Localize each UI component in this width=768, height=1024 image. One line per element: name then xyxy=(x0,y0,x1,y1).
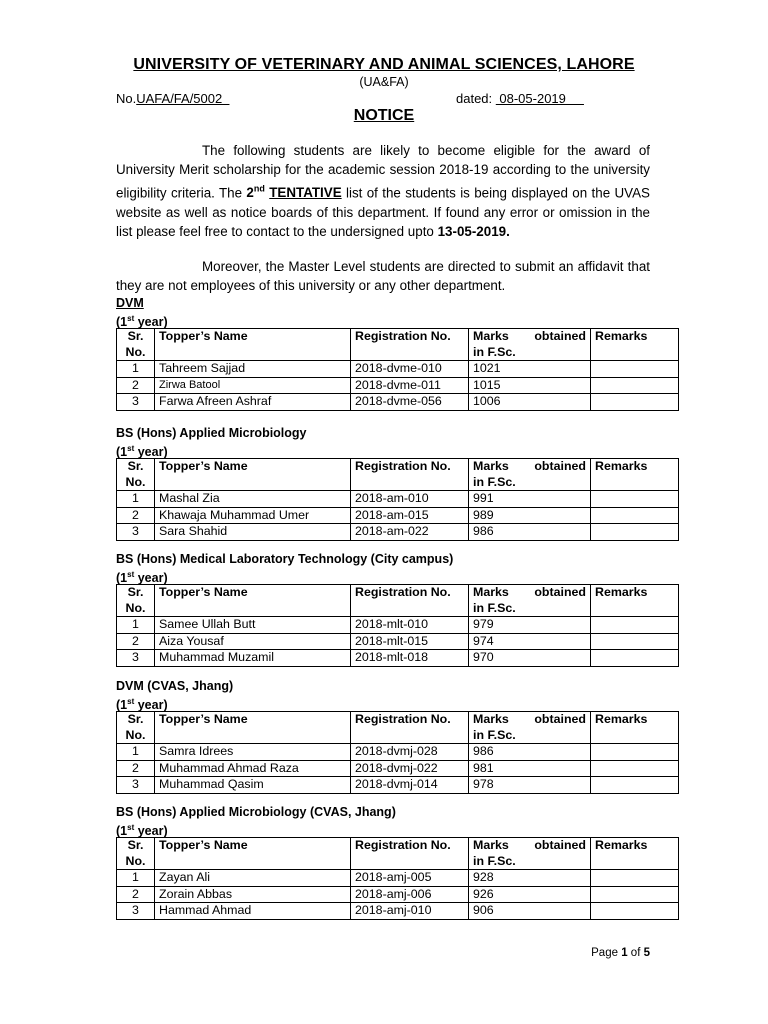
cell-marks: 926 xyxy=(469,886,591,903)
year-suffix: st xyxy=(127,444,135,453)
section-title: BS (Hons) Applied Microbiology (CVAS, Jhang) xyxy=(116,805,396,819)
fsc-word: in F.Sc. xyxy=(473,727,516,742)
col-remarks: Remarks xyxy=(591,838,679,870)
cell-name: Aiza Yousaf xyxy=(155,633,351,650)
cell-remarks xyxy=(591,361,679,378)
cell-name: Hammad Ahmad xyxy=(155,903,351,920)
table-row xyxy=(117,377,679,394)
year-suffix: st xyxy=(127,697,135,706)
table-row xyxy=(117,394,679,411)
cell-reg: 2018-dvmj-022 xyxy=(351,760,469,777)
col-reg: Registration No. xyxy=(351,838,469,870)
cell-remarks xyxy=(591,524,679,541)
col-reg: Registration No. xyxy=(351,585,469,617)
col-name: Topper’s Name xyxy=(155,712,351,744)
cell-sr: 3 xyxy=(117,394,155,411)
col-name: Topper’s Name xyxy=(155,838,351,870)
toppers-table xyxy=(116,328,679,411)
notice-paragraph-2: Moreover, the Master Level students are directed to submit an affidavit that they are not employees of this university or any other department. xyxy=(116,259,650,294)
cell-marks: 978 xyxy=(469,777,591,794)
cell-marks: 979 xyxy=(469,617,591,634)
col-name: Topper’s Name xyxy=(155,585,351,617)
cell-reg: 2018-amj-005 xyxy=(351,870,469,887)
col-remarks: Remarks xyxy=(591,712,679,744)
table-row xyxy=(117,886,679,903)
toppers-table xyxy=(116,458,679,541)
col-sr: Sr. No. xyxy=(117,585,155,617)
cell-name: Zorain Abbas xyxy=(155,886,351,903)
col-sr: Sr. No. xyxy=(117,838,155,870)
table-row xyxy=(117,633,679,650)
cell-remarks xyxy=(591,617,679,634)
table-row xyxy=(117,744,679,761)
col-remarks: Remarks xyxy=(591,329,679,361)
cell-name: Farwa Afreen Ashraf xyxy=(155,394,351,411)
year-open: ( xyxy=(116,698,121,713)
date-value: 08-05-2019 xyxy=(495,91,584,106)
toppers-table xyxy=(116,584,679,667)
year-word: year) xyxy=(134,315,168,330)
fsc-word: in F.Sc. xyxy=(473,600,516,615)
table-row xyxy=(117,777,679,794)
of-word: of xyxy=(630,947,641,959)
dated-label: dated: xyxy=(456,91,493,106)
cell-sr: 3 xyxy=(117,777,155,794)
year-word: year) xyxy=(134,698,168,713)
table-row xyxy=(117,491,679,508)
section-title: DVM xyxy=(116,296,144,310)
col-marks xyxy=(469,712,591,744)
obtained-word: obtained xyxy=(534,329,586,343)
year-number: 1 xyxy=(120,445,128,460)
page-word: Page xyxy=(591,947,618,959)
cell-marks: 981 xyxy=(469,760,591,777)
cell-marks: 970 xyxy=(469,650,591,667)
cell-remarks xyxy=(591,777,679,794)
table-header-row xyxy=(117,712,679,744)
cell-remarks xyxy=(591,377,679,394)
cell-remarks xyxy=(591,394,679,411)
page-total: 5 xyxy=(643,947,650,959)
year-open: ( xyxy=(116,824,121,839)
cell-sr: 2 xyxy=(117,377,155,394)
cell-name: Mashal Zia xyxy=(155,491,351,508)
cell-sr: 3 xyxy=(117,903,155,920)
col-sr: Sr. No. xyxy=(117,712,155,744)
cell-remarks xyxy=(591,903,679,920)
table-row xyxy=(117,760,679,777)
fsc-word: in F.Sc. xyxy=(473,474,516,489)
obtained-word: obtained xyxy=(534,838,586,852)
col-marks xyxy=(469,838,591,870)
cell-sr: 3 xyxy=(117,650,155,667)
cell-sr: 1 xyxy=(117,491,155,508)
cell-sr: 2 xyxy=(117,886,155,903)
col-sr: Sr. No. xyxy=(117,459,155,491)
table-header-row xyxy=(117,585,679,617)
cell-sr: 1 xyxy=(117,361,155,378)
col-sr: Sr. No. xyxy=(117,329,155,361)
col-reg: Registration No. xyxy=(351,712,469,744)
cell-reg: 2018-am-022 xyxy=(351,524,469,541)
cell-reg: 2018-mlt-018 xyxy=(351,650,469,667)
table-header-row xyxy=(117,329,679,361)
fsc-word: in F.Sc. xyxy=(473,853,516,868)
cell-name: Muhammad Muzamil xyxy=(155,650,351,667)
page-footer xyxy=(591,947,650,959)
year-open: ( xyxy=(116,571,121,586)
cell-reg: 2018-dvme-010 xyxy=(351,361,469,378)
year-number: 1 xyxy=(120,698,128,713)
toppers-table xyxy=(116,711,679,794)
cell-remarks xyxy=(591,633,679,650)
cell-sr: 1 xyxy=(117,617,155,634)
cell-reg: 2018-mlt-015 xyxy=(351,633,469,650)
section-year xyxy=(116,312,168,329)
col-reg: Registration No. xyxy=(351,459,469,491)
cell-reg: 2018-amj-010 xyxy=(351,903,469,920)
toppers-table xyxy=(116,837,679,920)
table-row xyxy=(117,361,679,378)
year-open: ( xyxy=(116,315,121,330)
col-marks xyxy=(469,585,591,617)
year-word: year) xyxy=(134,571,168,586)
cell-marks: 991 xyxy=(469,491,591,508)
cell-reg: 2018-dvmj-014 xyxy=(351,777,469,794)
cell-reg: 2018-am-015 xyxy=(351,507,469,524)
p1-text-a: The following students are likely to become eligible for the award of University Merit scholarship for the academic session 2018-19 according to the university eligibility criteria. The xyxy=(116,143,650,201)
notice-paragraph-1 xyxy=(116,141,650,242)
cell-name: Khawaja Muhammad Umer xyxy=(155,507,351,524)
cell-remarks xyxy=(591,507,679,524)
cell-remarks xyxy=(591,760,679,777)
col-reg: Registration No. xyxy=(351,329,469,361)
obtained-word: obtained xyxy=(534,585,586,599)
cell-marks: 989 xyxy=(469,507,591,524)
cell-sr: 3 xyxy=(117,524,155,541)
obtained-word: obtained xyxy=(534,459,586,473)
marks-word: Marks xyxy=(473,459,509,473)
col-remarks: Remarks xyxy=(591,459,679,491)
year-number: 1 xyxy=(120,824,128,839)
p1-text-b: list of the students is being displayed on the UVAS website as well as notice boards of this department. If found any error or omission in the list please feel free to contact to the undersigned upto xyxy=(116,185,650,240)
cell-name: Samra Idrees xyxy=(155,744,351,761)
year-suffix: st xyxy=(127,823,135,832)
year-suffix: st xyxy=(127,570,135,579)
tentative-label: TENTATIVE xyxy=(269,185,342,201)
cell-remarks xyxy=(591,491,679,508)
table-row xyxy=(117,650,679,667)
year-number: 1 xyxy=(120,571,128,586)
year-open: ( xyxy=(116,445,121,460)
cell-reg: 2018-amj-006 xyxy=(351,886,469,903)
ordinal-suffix: nd xyxy=(253,183,265,194)
cell-marks: 928 xyxy=(469,870,591,887)
col-marks xyxy=(469,329,591,361)
section-year xyxy=(116,695,168,712)
marks-word: Marks xyxy=(473,838,509,852)
cell-reg: 2018-dvmj-028 xyxy=(351,744,469,761)
cell-name: Muhammad Ahmad Raza xyxy=(155,760,351,777)
section-title: BS (Hons) Applied Microbiology xyxy=(116,426,307,440)
cell-remarks xyxy=(591,650,679,667)
page-number: 1 xyxy=(621,947,628,959)
cell-reg: 2018-dvme-056 xyxy=(351,394,469,411)
cell-remarks xyxy=(591,886,679,903)
cell-name: Sara Shahid xyxy=(155,524,351,541)
cell-name: Tahreem Sajjad xyxy=(155,361,351,378)
cell-marks: 986 xyxy=(469,524,591,541)
cell-sr: 1 xyxy=(117,744,155,761)
col-remarks: Remarks xyxy=(591,585,679,617)
cell-remarks xyxy=(591,870,679,887)
ref-number-value: UAFA/FA/5002 xyxy=(136,91,230,106)
cell-marks: 986 xyxy=(469,744,591,761)
cell-marks: 1015 xyxy=(469,377,591,394)
cell-name: Zirwa Batool xyxy=(155,377,351,394)
university-title: UNIVERSITY OF VETERINARY AND ANIMAL SCIENCES, LAHORE xyxy=(133,56,635,73)
marks-word: Marks xyxy=(473,585,509,599)
section-year xyxy=(116,821,168,838)
table-header-row xyxy=(117,838,679,870)
col-marks xyxy=(469,459,591,491)
cell-reg: 2018-mlt-010 xyxy=(351,617,469,634)
table-row xyxy=(117,870,679,887)
col-name: Topper’s Name xyxy=(155,329,351,361)
notice-heading: NOTICE xyxy=(353,107,415,124)
cell-marks: 906 xyxy=(469,903,591,920)
fsc-word: in F.Sc. xyxy=(473,344,516,359)
table-row xyxy=(117,617,679,634)
marks-word: Marks xyxy=(473,329,509,343)
section-year xyxy=(116,442,168,459)
cell-name: Muhammad Qasim xyxy=(155,777,351,794)
section-year xyxy=(116,568,168,585)
cell-marks: 974 xyxy=(469,633,591,650)
reference-number xyxy=(116,91,229,106)
section-title: DVM (CVAS, Jhang) xyxy=(116,679,234,693)
cell-name: Zayan Ali xyxy=(155,870,351,887)
cell-sr: 1 xyxy=(117,870,155,887)
unit-subtitle: (UA&FA) xyxy=(359,75,409,89)
cell-sr: 2 xyxy=(117,760,155,777)
date-line xyxy=(456,91,584,106)
cell-name: Samee Ullah Butt xyxy=(155,617,351,634)
cell-remarks xyxy=(591,744,679,761)
table-header-row xyxy=(117,459,679,491)
deadline-date: 13-05-2019. xyxy=(437,224,510,240)
table-row xyxy=(117,903,679,920)
ref-prefix: No. xyxy=(116,91,137,106)
obtained-word: obtained xyxy=(534,712,586,726)
year-number: 1 xyxy=(120,315,128,330)
cell-reg: 2018-am-010 xyxy=(351,491,469,508)
year-word: year) xyxy=(134,824,168,839)
cell-sr: 2 xyxy=(117,507,155,524)
year-word: year) xyxy=(134,445,168,460)
year-suffix: st xyxy=(127,314,135,323)
col-name: Topper’s Name xyxy=(155,459,351,491)
table-row xyxy=(117,524,679,541)
cell-sr: 2 xyxy=(117,633,155,650)
cell-marks: 1006 xyxy=(469,394,591,411)
marks-word: Marks xyxy=(473,712,509,726)
table-row xyxy=(117,507,679,524)
cell-marks: 1021 xyxy=(469,361,591,378)
cell-reg: 2018-dvme-011 xyxy=(351,377,469,394)
ordinal-number: 2 xyxy=(246,185,254,201)
section-title: BS (Hons) Medical Laboratory Technology (City campus) xyxy=(116,552,454,566)
